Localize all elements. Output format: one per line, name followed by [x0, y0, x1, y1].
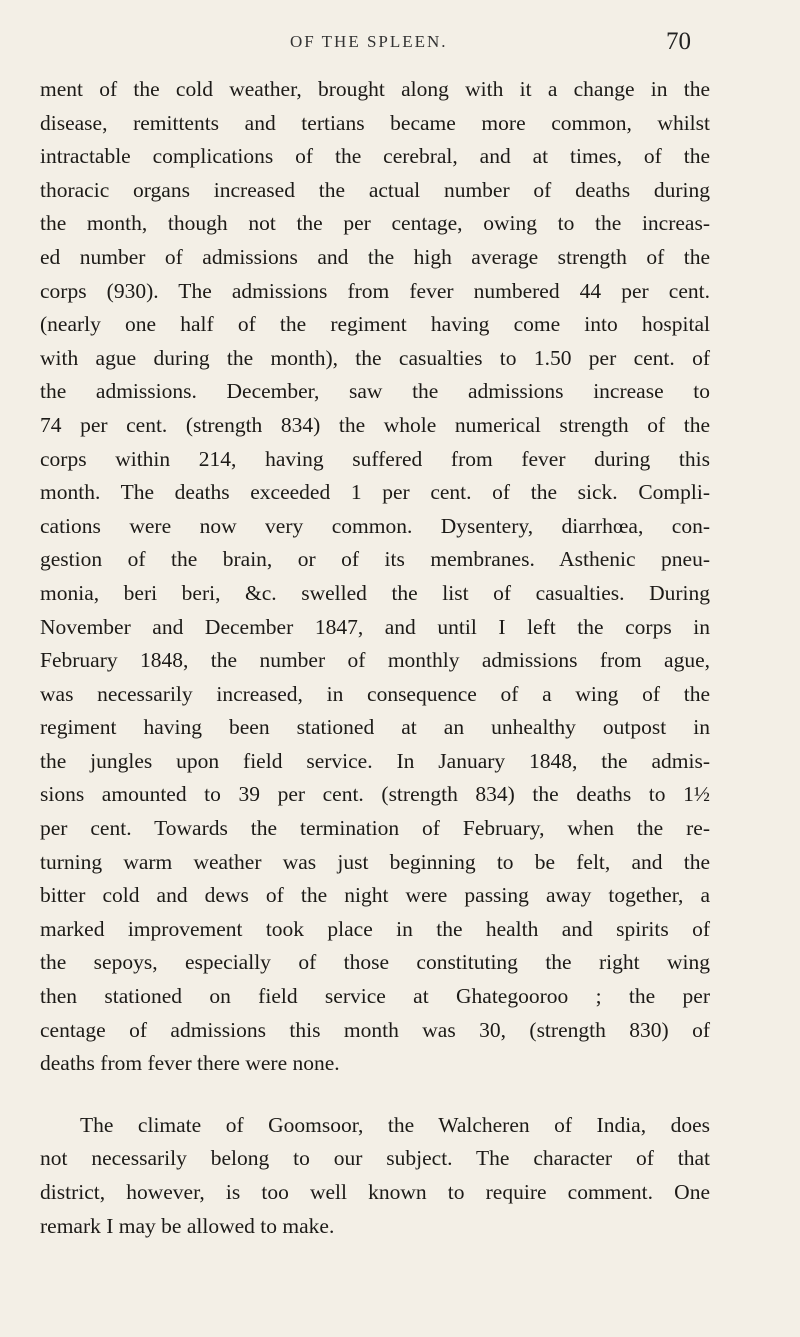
text-line: (nearly one half of the regiment having come into hospital	[40, 312, 710, 337]
text-line: remark I may be allowed to make.	[40, 1213, 335, 1238]
text-line: thoracic organs increased the actual number of deaths during	[40, 177, 710, 202]
text-line: bitter cold and dews of the night were passing away together, a	[40, 883, 710, 908]
text-line: ment of the cold weather, brought along with it a change in the	[40, 77, 710, 101]
body-text	[40, 73, 710, 1243]
text-line: corps within 214, having suffered from fever during this	[40, 446, 710, 471]
text-line: with ague during the month), the casualties to 1.50 per cent. of	[40, 345, 710, 370]
text-line: the jungles upon field service. In January 1848, the admis-	[40, 748, 710, 773]
text-line: 74 per cent. (strength 834) the whole numerical strength of the	[40, 412, 710, 437]
text-line: corps (930). The admissions from fever numbered 44 per cent.	[40, 278, 710, 303]
text-line: centage of admissions this month was 30, (strength 830) of	[40, 1017, 710, 1042]
text-line: the month, though not the per centage, owing to the increas-	[40, 211, 710, 236]
text-line: disease, remittents and tertians became more common, whilst	[40, 110, 710, 135]
text-line: month. The deaths exceeded 1 per cent. of the sick. Compli-	[40, 480, 710, 505]
text-line: marked improvement took place in the health and spirits of	[40, 916, 710, 941]
text-line: The climate of Goomsoor, the Walcheren of India, does	[80, 1112, 710, 1137]
text-line: the sepoys, especially of those constituting the right wing	[40, 950, 710, 975]
text-line: not necessarily belong to our subject. The character of that	[40, 1146, 710, 1171]
paragraph-gap	[40, 1081, 710, 1109]
text-line: per cent. Towards the termination of February, when the re-	[40, 816, 710, 841]
text-line: district, however, is too well known to require comment. One	[40, 1180, 710, 1204]
text-line: cations were now very common. Dysentery, diarrhœa, con-	[40, 513, 710, 538]
text-line: the admissions. December, saw the admissions increase to	[40, 379, 710, 404]
text-line: February 1848, the number of monthly admissions from ague,	[40, 648, 710, 673]
running-head	[0, 28, 800, 58]
text-line: gestion of the brain, or of its membranes. Asthenic pneu-	[40, 547, 710, 572]
text-line: deaths from fever there were none.	[40, 1051, 340, 1076]
text-line: was necessarily increased, in consequence of a wing of the	[40, 681, 710, 706]
paragraph-2	[40, 1109, 710, 1243]
page-number: 70	[666, 28, 691, 55]
text-line: then stationed on field service at Ghategooroo ; the per	[40, 984, 710, 1009]
text-line: ed number of admissions and the high average strength of the	[40, 244, 710, 269]
paragraph-1	[40, 73, 710, 1081]
text-line: regiment having been stationed at an unhealthy outpost in	[40, 715, 710, 740]
text-line: monia, beri beri, &c. swelled the list of casualties. During	[40, 580, 710, 605]
text-line: sions amounted to 39 per cent. (strength 834) the deaths to 1½	[40, 782, 710, 807]
running-title: OF THE SPLEEN.	[290, 32, 448, 51]
text-line: intractable complications of the cerebral, and at times, of the	[40, 144, 710, 169]
text-line: November and December 1847, and until I left the corps in	[40, 614, 710, 639]
text-line: turning warm weather was just beginning to be felt, and the	[40, 849, 710, 874]
